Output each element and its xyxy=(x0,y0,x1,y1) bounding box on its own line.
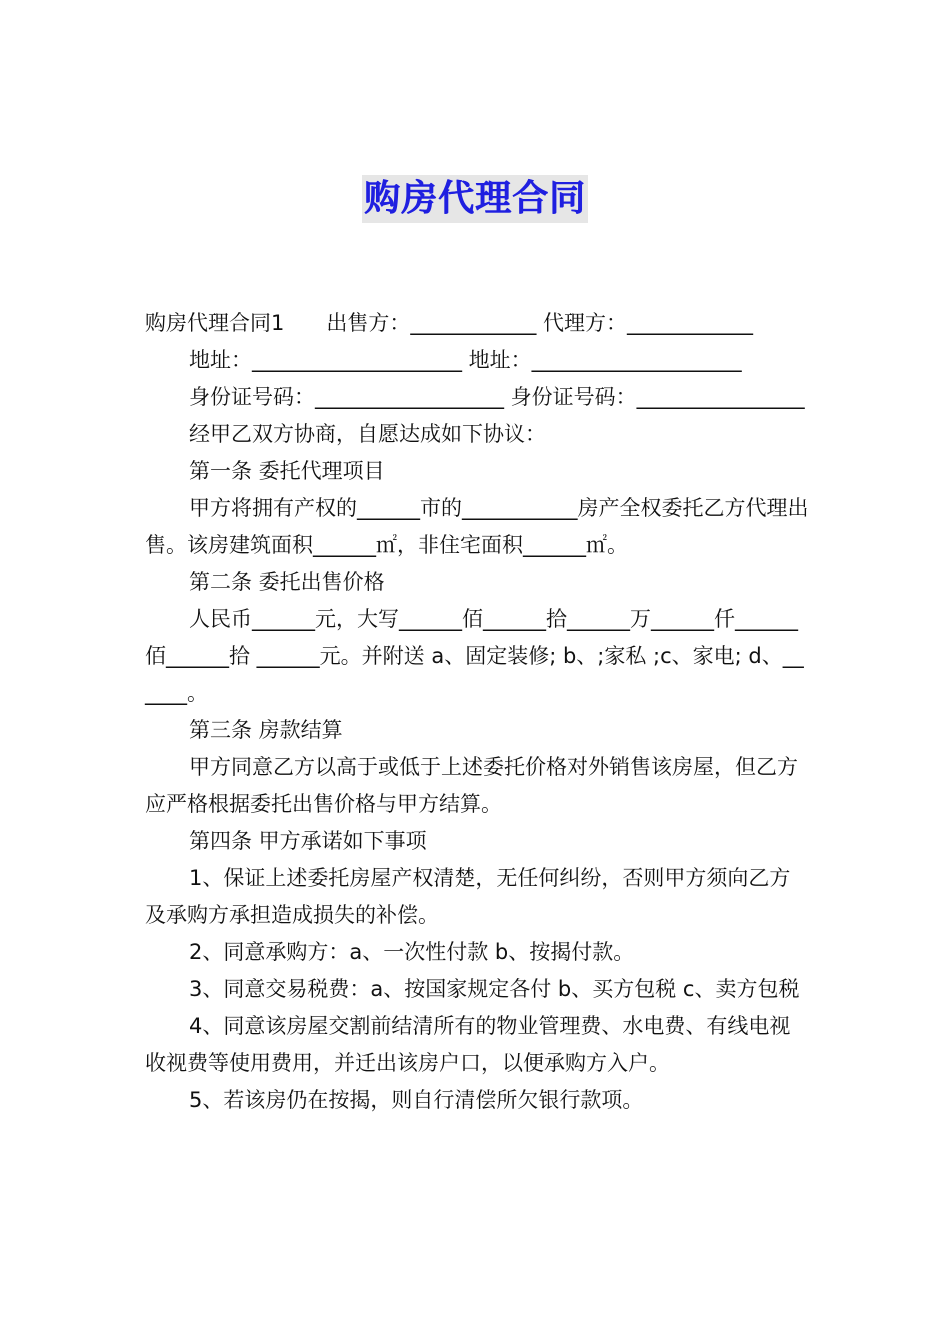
parties-line: 购房代理合同1 出售方：____________ 代理方：____________ xyxy=(145,311,754,335)
document-body xyxy=(145,305,810,1119)
title-container xyxy=(0,175,950,223)
article-1-heading: 第一条 委托代理项目 xyxy=(189,459,385,483)
article-4-heading: 第四条 甲方承诺如下事项 xyxy=(189,829,427,853)
article-4-item-4: 4、同意该房屋交割前结清所有的物业管理费、水电费、有线电视收视费等使用费用，并迁出该房户口，以便承购方入户。 xyxy=(145,1014,791,1075)
article-1-text: 甲方将拥有产权的______市的___________房产全权委托乙方代理出售。该房建筑面积______㎡，非住宅面积______㎡。 xyxy=(145,496,809,557)
document-title: 购房代理合同 xyxy=(362,175,588,223)
article-4-item-2: 2、同意承购方：a、一次性付款 b、按揭付款。 xyxy=(189,940,635,964)
address-line: 地址：____________________ 地址：____________________ xyxy=(189,348,742,372)
article-3-text: 甲方同意乙方以高于或低于上述委托价格对外销售该房屋，但乙方应严格根据委托出售价格与甲方结算。 xyxy=(145,755,798,816)
id-number-line: 身份证号码：__________________ 身份证号码：________________ xyxy=(189,385,805,409)
article-2-heading: 第二条 委托出售价格 xyxy=(189,570,385,594)
article-4-item-3: 3、同意交易税费：a、按国家规定各付 b、买方包税 c、卖方包税 xyxy=(189,977,800,1001)
article-2-text: 人民币______元，大写______佰______拾______万______仟______佰______拾 ______元。并附送 a、固定装修; b、;家私 ;c、家电; d、______。 xyxy=(145,607,804,705)
article-4-item-1: 1、保证上述委托房屋产权清楚，无任何纠纷，否则甲方须向乙方及承购方承担造成损失的补偿。 xyxy=(145,866,791,927)
article-3-heading: 第三条 房款结算 xyxy=(189,718,343,742)
agreement-intro: 经甲乙双方协商，自愿达成如下协议： xyxy=(189,422,546,446)
article-4-item-5: 5、若该房仍在按揭，则自行清偿所欠银行款项。 xyxy=(189,1088,644,1112)
